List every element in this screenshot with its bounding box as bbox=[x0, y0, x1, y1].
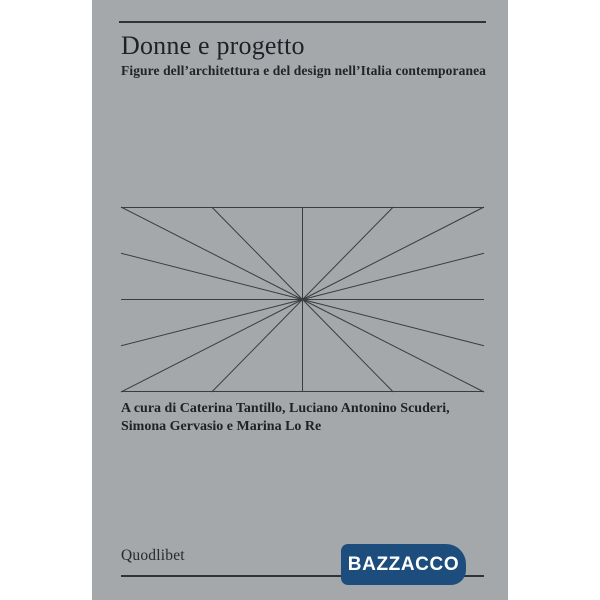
credits-line-1: A cura di Caterina Tantillo, Luciano Antonino Scuderi, bbox=[121, 401, 450, 416]
publisher-badge: BAZZACCO bbox=[341, 544, 466, 585]
credits-line-2: Simona Gervasio e Marina Lo Re bbox=[121, 419, 322, 434]
publisher-name: Quodlibet bbox=[121, 547, 185, 564]
cover-title: Donne e progetto bbox=[121, 31, 305, 60]
top-rule bbox=[119, 21, 486, 23]
credits-text bbox=[121, 400, 450, 436]
cover-subtitle: Figure dell’architettura e del design nell’Italia contemporanea bbox=[121, 63, 487, 78]
book-cover bbox=[92, 0, 508, 600]
radiating-lines-figure bbox=[121, 207, 484, 392]
